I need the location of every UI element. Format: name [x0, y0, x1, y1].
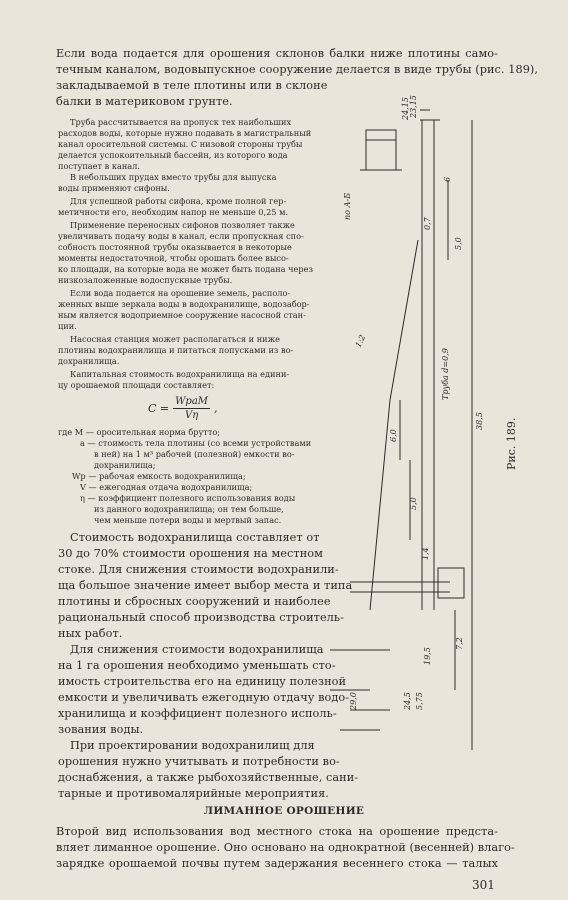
- crest-level-marks: [420, 110, 440, 120]
- col-line: 30 до 70% стоимости орошения на местном: [58, 547, 323, 560]
- small-line: Для успешной работы сифона, кроме полной гер-: [70, 196, 287, 206]
- cost-formula: [148, 396, 218, 421]
- figure-caption: Рис. 189.: [505, 417, 518, 470]
- label-top1: 24,15: [401, 97, 410, 120]
- label-d07: 0,7: [423, 217, 432, 230]
- label-pipe: Труба d=0,9: [441, 348, 450, 400]
- col-line: зования воды.: [58, 723, 144, 736]
- label-d385: 38,5: [475, 412, 484, 430]
- col-line: Стоимость водохранилища составляет от: [70, 531, 320, 544]
- legend-line: где M — оросительная норма брутто;: [58, 427, 221, 437]
- small-line: делается успокоительный бассейн, из которого вода: [58, 150, 288, 160]
- legend-line: из данного водохранилища; он тем больше,: [94, 504, 284, 514]
- label-d72: 7,2: [455, 637, 464, 650]
- col-line: плотины и сбросных сооружений и наиболее: [58, 595, 331, 608]
- small-line: плотины водохранилища и питаться попусками из во-: [58, 345, 294, 355]
- small-line: Если вода подается на орошение земель, располо-: [70, 288, 291, 298]
- small-line: моменты недостаточной, чтобы орошать более высо-: [58, 253, 289, 263]
- horizontal-pipe: [350, 582, 450, 592]
- intro-line: течным каналом, водовыпускное сооружение делается в виде трубы (рис. 189),: [56, 63, 539, 76]
- small-line: ко площади, на которые вода не может быть подана через: [58, 264, 313, 274]
- col-line: При проектировании водохранилищ для: [70, 739, 315, 752]
- label-t290: 29,0: [349, 692, 358, 710]
- small-line: ции.: [58, 321, 77, 331]
- dam-slope-line: [390, 240, 418, 400]
- label-t245: 24,5: [403, 692, 412, 710]
- small-line: ным является водоприемное сооружение насосной стан-: [58, 310, 306, 320]
- label-slope: 1:2: [353, 333, 368, 349]
- small-line: собность постоянной трубы оказывается в некоторые: [58, 242, 292, 252]
- col-line: имость строительства его на единицу полезной: [58, 675, 347, 688]
- label-d5b: 5,0: [409, 497, 418, 510]
- small-line: расходов воды, которые нужно подавать в магистральный: [58, 128, 312, 138]
- legend-line: V — ежегодная отдача водохранилища;: [80, 482, 253, 492]
- label-d5a: 5,0: [454, 237, 463, 250]
- small-line: метичности его, необходим напор не меньше 0,25 м.: [58, 207, 289, 217]
- col-line: орошения нужно учитывать и потребности во-: [58, 755, 340, 768]
- outro-line: зарядке орошаемой почвы путем задержания весеннего стока — талых: [56, 857, 498, 870]
- dam-lower-slope: [370, 400, 390, 610]
- col-line: рациональный способ производства строитель-: [58, 611, 344, 624]
- outro-line: вляет лиманное орошение. Оно основано на однократной (весенней) влаго-: [56, 841, 515, 854]
- legend-line: η — коэффициент полезного использования воды: [80, 493, 296, 503]
- col-line: ных работ.: [58, 627, 123, 640]
- label-d14: 1,4: [421, 547, 430, 560]
- label-section: по А-Б: [343, 192, 352, 220]
- page-number: 301: [472, 878, 495, 892]
- small-line: Труба рассчитывается на пропуск тех наибольших: [70, 117, 292, 127]
- intro-line: закладываемой в теле плотины или в склоне: [56, 79, 328, 92]
- label-d60: 6,0: [389, 429, 398, 442]
- legend-line: дохранилища;: [94, 460, 156, 470]
- small-line: поступает в канал.: [58, 161, 140, 171]
- label-top2: 23,15: [409, 95, 418, 118]
- legend-line: в ней) на 1 м³ рабочей (полезной) емкости во-: [94, 449, 295, 459]
- formula-denominator: Vη: [184, 410, 199, 421]
- vertical-shaft: [422, 120, 434, 610]
- small-line: канал оросительной системы. С низовой стороны трубы: [58, 139, 303, 149]
- small-line: Применение переносных сифонов позволяет также: [70, 220, 295, 230]
- col-line: стоке. Для снижения стоимости водохранили-: [58, 563, 339, 576]
- small-line: В небольших прудах вместо трубы для выпуска: [70, 172, 277, 182]
- legend-line: a — стоимость тела плотины (со всеми устройствами: [80, 438, 312, 448]
- section-heading: ЛИМАННОЕ ОРОШЕНИЕ: [203, 805, 365, 817]
- small-line: дохранилища.: [58, 356, 120, 366]
- col-line: на 1 га орошения необходимо уменьшать сто-: [58, 659, 336, 672]
- col-line: Для снижения стоимости водохранилища: [70, 643, 324, 656]
- col-line: тарные и противомалярийные мероприятия.: [58, 787, 329, 800]
- formula-fraction: [173, 396, 210, 421]
- small-line: увеличивать подачу воды в канал, если пропускная спо-: [58, 231, 304, 241]
- intro-line: балки в материковом грунте.: [56, 95, 233, 108]
- label-d6: 6: [443, 176, 452, 182]
- small-line: Капитальная стоимость водохранилища на едини-: [70, 369, 290, 379]
- small-line: низкозаложенные водоспускные трубы.: [58, 275, 233, 285]
- outro-line: Второй вид использования вод местного стока на орошение предста-: [56, 825, 498, 838]
- col-line: доснабжения, а также рыбохозяйственные, сани-: [58, 771, 359, 784]
- ground-lines: [330, 650, 390, 730]
- formula-end: ,: [214, 402, 218, 415]
- small-line: воды применяют сифоны.: [58, 183, 170, 193]
- small-line: Насосная станция может располагаться и ниже: [70, 334, 281, 344]
- formula-numerator: WрaM: [175, 396, 209, 407]
- dam-outlet-pipe-figure: [330, 90, 510, 750]
- stilling-basin: [438, 568, 464, 598]
- legend-line: Wр — рабочая емкость водохранилища;: [72, 471, 246, 481]
- label-t575: 5,75: [415, 692, 424, 710]
- small-line: цу орошаемой площади составляет:: [58, 380, 215, 390]
- col-line: хранилища и коэффициент полезного исполь-: [58, 707, 337, 720]
- tower-section-box: [366, 130, 396, 170]
- formula-lhs: C =: [148, 402, 170, 415]
- small-line: женных выше зеркала воды в водохранилище, водозабор-: [58, 299, 310, 309]
- col-line: емкости и увеличивать ежегодную отдачу водо-: [58, 691, 350, 704]
- intro-line: Если вода подается для орошения склонов балки ниже плотины само-: [56, 47, 498, 60]
- legend-line: чем меньше потери воды и мертвый запас.: [94, 515, 282, 525]
- label-t195: 19,5: [423, 647, 432, 665]
- col-line: ща большое значение имеет выбор места и типа: [58, 579, 353, 592]
